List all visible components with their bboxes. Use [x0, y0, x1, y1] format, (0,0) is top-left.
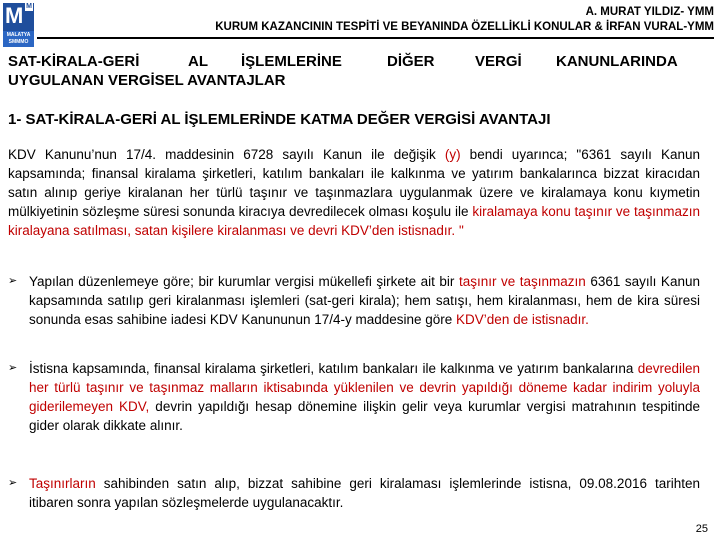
header-author: A. MURAT YILDIZ- YMM — [585, 6, 714, 18]
text-highlight: Taşınırların — [29, 476, 96, 491]
list-item-text — [29, 359, 700, 435]
page-number: 25 — [695, 523, 708, 535]
intro-highlight: kiralamaya konu taşınır ve taşınmazın kiralayana satılması, satan kişilere kiralanması ve devri KDV’den istisnadır. " — [8, 204, 700, 238]
text-run: sahibinden satın alıp, bizzat sahibine geri kiralaması işlemlerinde istisna, 09.08.2016 tarihten itibaren sonra yapılan sözleşmelerde uygulanacaktır. — [29, 476, 700, 510]
text-run: 6361 sayılı Kanun kapsamında satılıp geri kiralanması işlemleri (sat-geri kirala); hem satışı, hem kiralanması, hem de kira süresi sonunda esas sahibine iadesi KDV Kanununun 17/4-y maddesine göre — [29, 274, 700, 327]
arrow-bullet-icon: ➢ — [8, 477, 18, 489]
page-header — [215, 5, 714, 35]
main-title — [8, 52, 720, 90]
main-title-line1 — [8, 52, 712, 71]
list-item — [8, 272, 700, 329]
list-item-text — [29, 272, 700, 329]
intro-highlight: (y) — [444, 147, 461, 162]
text-highlight: devredilen her türlü taşınır ve taşınmaz malların iktisabında yüklenilen ve devrin yapıldığı döneme kadar indirim yoluyla giderilemeyen KDV, — [29, 361, 700, 414]
title-word: DİĞER — [387, 53, 435, 70]
title-word: İŞLEMLERİNE — [241, 53, 342, 70]
title-word: VERGİ — [475, 53, 522, 70]
logo — [3, 3, 34, 47]
list-item — [8, 359, 700, 435]
arrow-bullet-icon: ➢ — [8, 362, 18, 374]
header-divider — [37, 37, 714, 39]
main-title-line2: UYGULANAN VERGİSEL AVANTAJLAR — [8, 72, 286, 89]
text-run: İstisna kapsamında, finansal kiralama şirketleri, katılım bankaları ile kalkınma ve yatırım bankalarına — [29, 361, 638, 376]
list-item — [8, 474, 700, 512]
title-word: SAT-KİRALA-GERİ — [8, 53, 140, 70]
text-run: Yapılan düzenlemeye göre; bir kurumlar vergisi mükellefi şirkete ait bir — [29, 274, 459, 289]
text-run: devrin yapıldığı hesap dönemine ilişkin gelir veya kurumlar vergisi matrahının tespitinde gider olarak dikkate alınır. — [29, 399, 700, 433]
arrow-bullet-icon: ➢ — [8, 275, 18, 287]
text-highlight: taşınır ve taşınmazın — [458, 274, 586, 289]
logo-letter: M — [5, 3, 24, 28]
title-word: AL — [188, 53, 208, 70]
title-word: KANUNLARINDA — [556, 53, 678, 70]
logo-band-text: MALATYA SMMMO — [3, 31, 34, 47]
list-item-text — [29, 474, 700, 512]
intro-paragraph — [8, 145, 700, 240]
intro-text: KDV Kanunu’nun 17/4. maddesinin 6728 sayılı Kanun ile değişik — [8, 147, 445, 162]
section-title: 1- SAT-KİRALA-GERİ AL İŞLEMLERİNDE KATMA DEĞER VERGİSİ AVANTAJI — [8, 111, 551, 128]
logo-superscript: M — [26, 3, 32, 10]
header-subtitle: KURUM KAZANCININ TESPİTİ VE BEYANINDA ÖZELLİKLİ KONULAR & İRFAN VURAL-YMM — [215, 21, 714, 33]
intro-text: bendi uyarınca; "6361 sayılı Kanun kapsamında; finansal kiralama şirketleri, katılım bankaları ile kalkınma ve yatırım bankalarınca bizzat kiracıdan satın alınıp geriye kiralanan her türlü taşınır ve taşınmazlara uygulanmak üzere ve kiralamaya konu kıymetin mülkiyetinin sözleşme süresi sonunda kiracıya devredilecek olması koşulu ile — [8, 147, 700, 219]
text-highlight: KDV’den de istisnadır. — [456, 312, 589, 327]
